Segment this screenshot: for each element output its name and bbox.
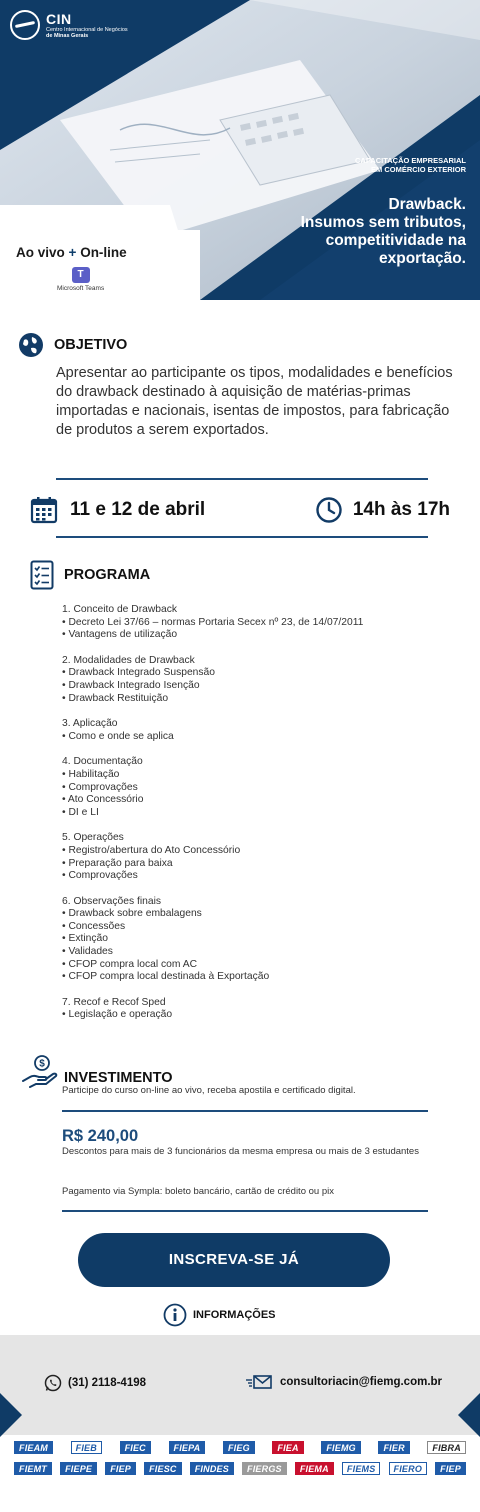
logo-findes: FINDES: [190, 1462, 234, 1475]
whatsapp-icon: [44, 1374, 62, 1392]
info-icon: [163, 1303, 187, 1327]
investimento-subtitle: Participe do curso on-line ao vivo, receba apostila e certificado digital.: [62, 1085, 356, 1096]
programa-item: • Comprovações: [62, 870, 138, 882]
programa-item: • CFOP compra local destinada à Exportação: [62, 971, 270, 983]
objetivo-section: [18, 332, 458, 440]
hero-title-line-3: competitividade na: [325, 232, 466, 249]
logo-fiepe: FIEPE: [60, 1462, 97, 1475]
course-time: 14h às 17h: [352, 499, 450, 520]
logos-row-2: [14, 1462, 466, 1475]
programa-module-title: 2. Modalidades de Drawback: [62, 654, 195, 666]
programa-module-title: 7. Recof e Recof Sped: [62, 996, 166, 1008]
corner-decoration-left: [0, 1393, 22, 1437]
brand-subtitle-1: Centro Internacional de Negócios: [46, 26, 128, 33]
programa-module-title: 6. Observações finais: [62, 895, 162, 907]
programa-module-title: 3. Aplicação: [62, 718, 118, 730]
programa-item: • Decreto Lei 37/66 – normas Portaria Secex nº 23, de 14/07/2011: [62, 616, 364, 628]
globe-icon: [18, 332, 44, 358]
mode-plus: +: [68, 245, 77, 260]
programa-group: [62, 718, 450, 743]
calendar-icon: [30, 496, 58, 524]
hero-tag-line-1: CAPACITAÇÃO EMPRESARIAL: [355, 156, 466, 165]
logo-fiema: FIEMA: [295, 1462, 334, 1475]
programa-item: • Drawback Restituição: [62, 692, 169, 704]
programa-item: • Preparação para baixa: [62, 857, 173, 869]
programa-group: [62, 896, 450, 984]
divider-investimento-bottom: [62, 1210, 428, 1212]
hero-tagline: [306, 156, 466, 174]
programa-item: • Comprovações: [62, 781, 138, 793]
hero-title-line-1: Drawback.: [388, 196, 466, 213]
programa-item: • DI e LI: [62, 806, 99, 818]
money-hand-icon: [22, 1055, 58, 1091]
investimento-title: INVESTIMENTO: [64, 1070, 173, 1086]
email-address: consultoriacin@fiemg.com.br: [280, 1376, 443, 1388]
logo-fiems: FIEMS: [342, 1462, 381, 1475]
email-contact[interactable]: [246, 1374, 442, 1390]
programa-title: PROGRAMA: [64, 567, 151, 583]
contact-bar: [0, 1335, 480, 1435]
info-heading: [163, 1303, 276, 1327]
discount-text: Descontos para mais de 3 funcionários da mesma empresa ou mais de 3 estudantes: [62, 1146, 419, 1157]
corner-decoration-right: [458, 1393, 480, 1437]
logo-fiep: FIEP: [105, 1462, 136, 1475]
logo-fier: FIER: [378, 1441, 409, 1454]
programa-item: • Concessões: [62, 920, 126, 932]
clock-icon: [315, 496, 343, 524]
objetivo-title: OBJETIVO: [54, 337, 128, 353]
federation-logos: [0, 1437, 480, 1512]
programa-section: [30, 560, 450, 1035]
programa-group: [62, 655, 450, 705]
logo-fiergs: FIERGS: [242, 1462, 287, 1475]
programa-list: [62, 604, 450, 1022]
mode-live: Ao vivo: [16, 245, 65, 260]
programa-item: • Validades: [62, 946, 113, 958]
logo-fieb: FIEB: [71, 1441, 102, 1454]
payment-text: Pagamento via Sympla: boleto bancário, cartão de crédito ou pix: [62, 1186, 334, 1197]
programa-item: • CFOP compra local com AC: [62, 958, 198, 970]
hero-banner: [0, 0, 480, 300]
logo-fiemg: FIEMG: [321, 1441, 361, 1454]
phone-contact[interactable]: [44, 1374, 146, 1392]
programa-item: • Ato Concessório: [62, 794, 144, 806]
register-button[interactable]: INSCREVA-SE JÁ: [78, 1233, 390, 1287]
investimento-section: [22, 1055, 442, 1096]
brand-name: CIN: [46, 10, 72, 27]
logo-fiemt: FIEMT: [14, 1462, 52, 1475]
checklist-icon: [30, 560, 54, 590]
teams-badge: [57, 267, 104, 292]
programa-item: • Drawback Integrado Isenção: [62, 679, 200, 691]
price: R$ 240,00: [62, 1127, 139, 1145]
programa-item: • Drawback Integrado Suspensão: [62, 667, 216, 679]
divider-bottom: [56, 536, 428, 538]
logo-fiesc: FIESC: [144, 1462, 182, 1475]
hero-title-line-4: exportação.: [378, 250, 466, 267]
mode-online: On-line: [80, 245, 127, 260]
hero-title: [246, 196, 466, 268]
programa-module-title: 5. Operações: [62, 832, 124, 844]
programa-item: • Como e onde se aplica: [62, 730, 174, 742]
logos-row-1: [14, 1441, 466, 1454]
programa-group: [62, 756, 450, 819]
brand-text: [46, 11, 128, 40]
programa-item: • Habilitação: [62, 768, 120, 780]
logo-fiea: FIEA: [272, 1441, 303, 1454]
brand-subtitle-2: de Minas Gerais: [46, 33, 89, 39]
programa-item: • Drawback sobre embalagens: [62, 908, 202, 920]
programa-module-title: 4. Documentação: [62, 756, 143, 768]
logo-fieam: FIEAM: [14, 1441, 53, 1454]
programa-item: • Vantagens de utilização: [62, 629, 178, 641]
phone-number: (31) 2118-4198: [68, 1377, 147, 1389]
svg-text:$: $: [39, 1058, 45, 1070]
logo-fieg: FIEG: [223, 1441, 255, 1454]
divider-top: [56, 478, 428, 480]
programa-module-title: 1. Conceito de Drawback: [62, 604, 178, 615]
info-label: INFORMAÇÕES: [193, 1309, 276, 1321]
brand-logo-block: [10, 10, 128, 40]
course-dates: 11 e 12 de abril: [70, 499, 206, 520]
programa-group: [62, 997, 450, 1022]
schedule-row: [30, 492, 450, 528]
course-mode: [16, 245, 127, 260]
mail-icon: [246, 1374, 272, 1390]
divider-investimento-top: [62, 1110, 428, 1112]
logo-fiepa: FIEPA: [169, 1441, 206, 1454]
logo-fibra: FIBRA: [427, 1441, 466, 1454]
logo-fiep: FIEP: [435, 1462, 466, 1475]
logo-fiero: FIERO: [389, 1462, 428, 1475]
microsoft-teams-icon: T: [72, 267, 90, 283]
programa-item: • Legislação e operação: [62, 1009, 173, 1021]
teams-label: Microsoft Teams: [57, 285, 105, 292]
hero-title-line-2: Insumos sem tributos,: [300, 214, 466, 231]
objetivo-text: Apresentar ao participante os tipos, modalidades e benefícios do drawback destinado à aquisição de matérias-primas importadas e nacionais, isentas de impostos, para fabricação de produtos a serem exportados.: [56, 365, 453, 438]
programa-item: • Extinção: [62, 933, 108, 945]
logo-fiec: FIEC: [120, 1441, 151, 1454]
programa-group: [62, 832, 450, 882]
cin-logo-icon: [10, 10, 40, 40]
programa-item: • Registro/abertura do Ato Concessório: [62, 844, 241, 856]
hero-tag-line-2: EM COMÉRCIO EXTERIOR: [370, 165, 466, 174]
programa-group: [62, 604, 450, 642]
